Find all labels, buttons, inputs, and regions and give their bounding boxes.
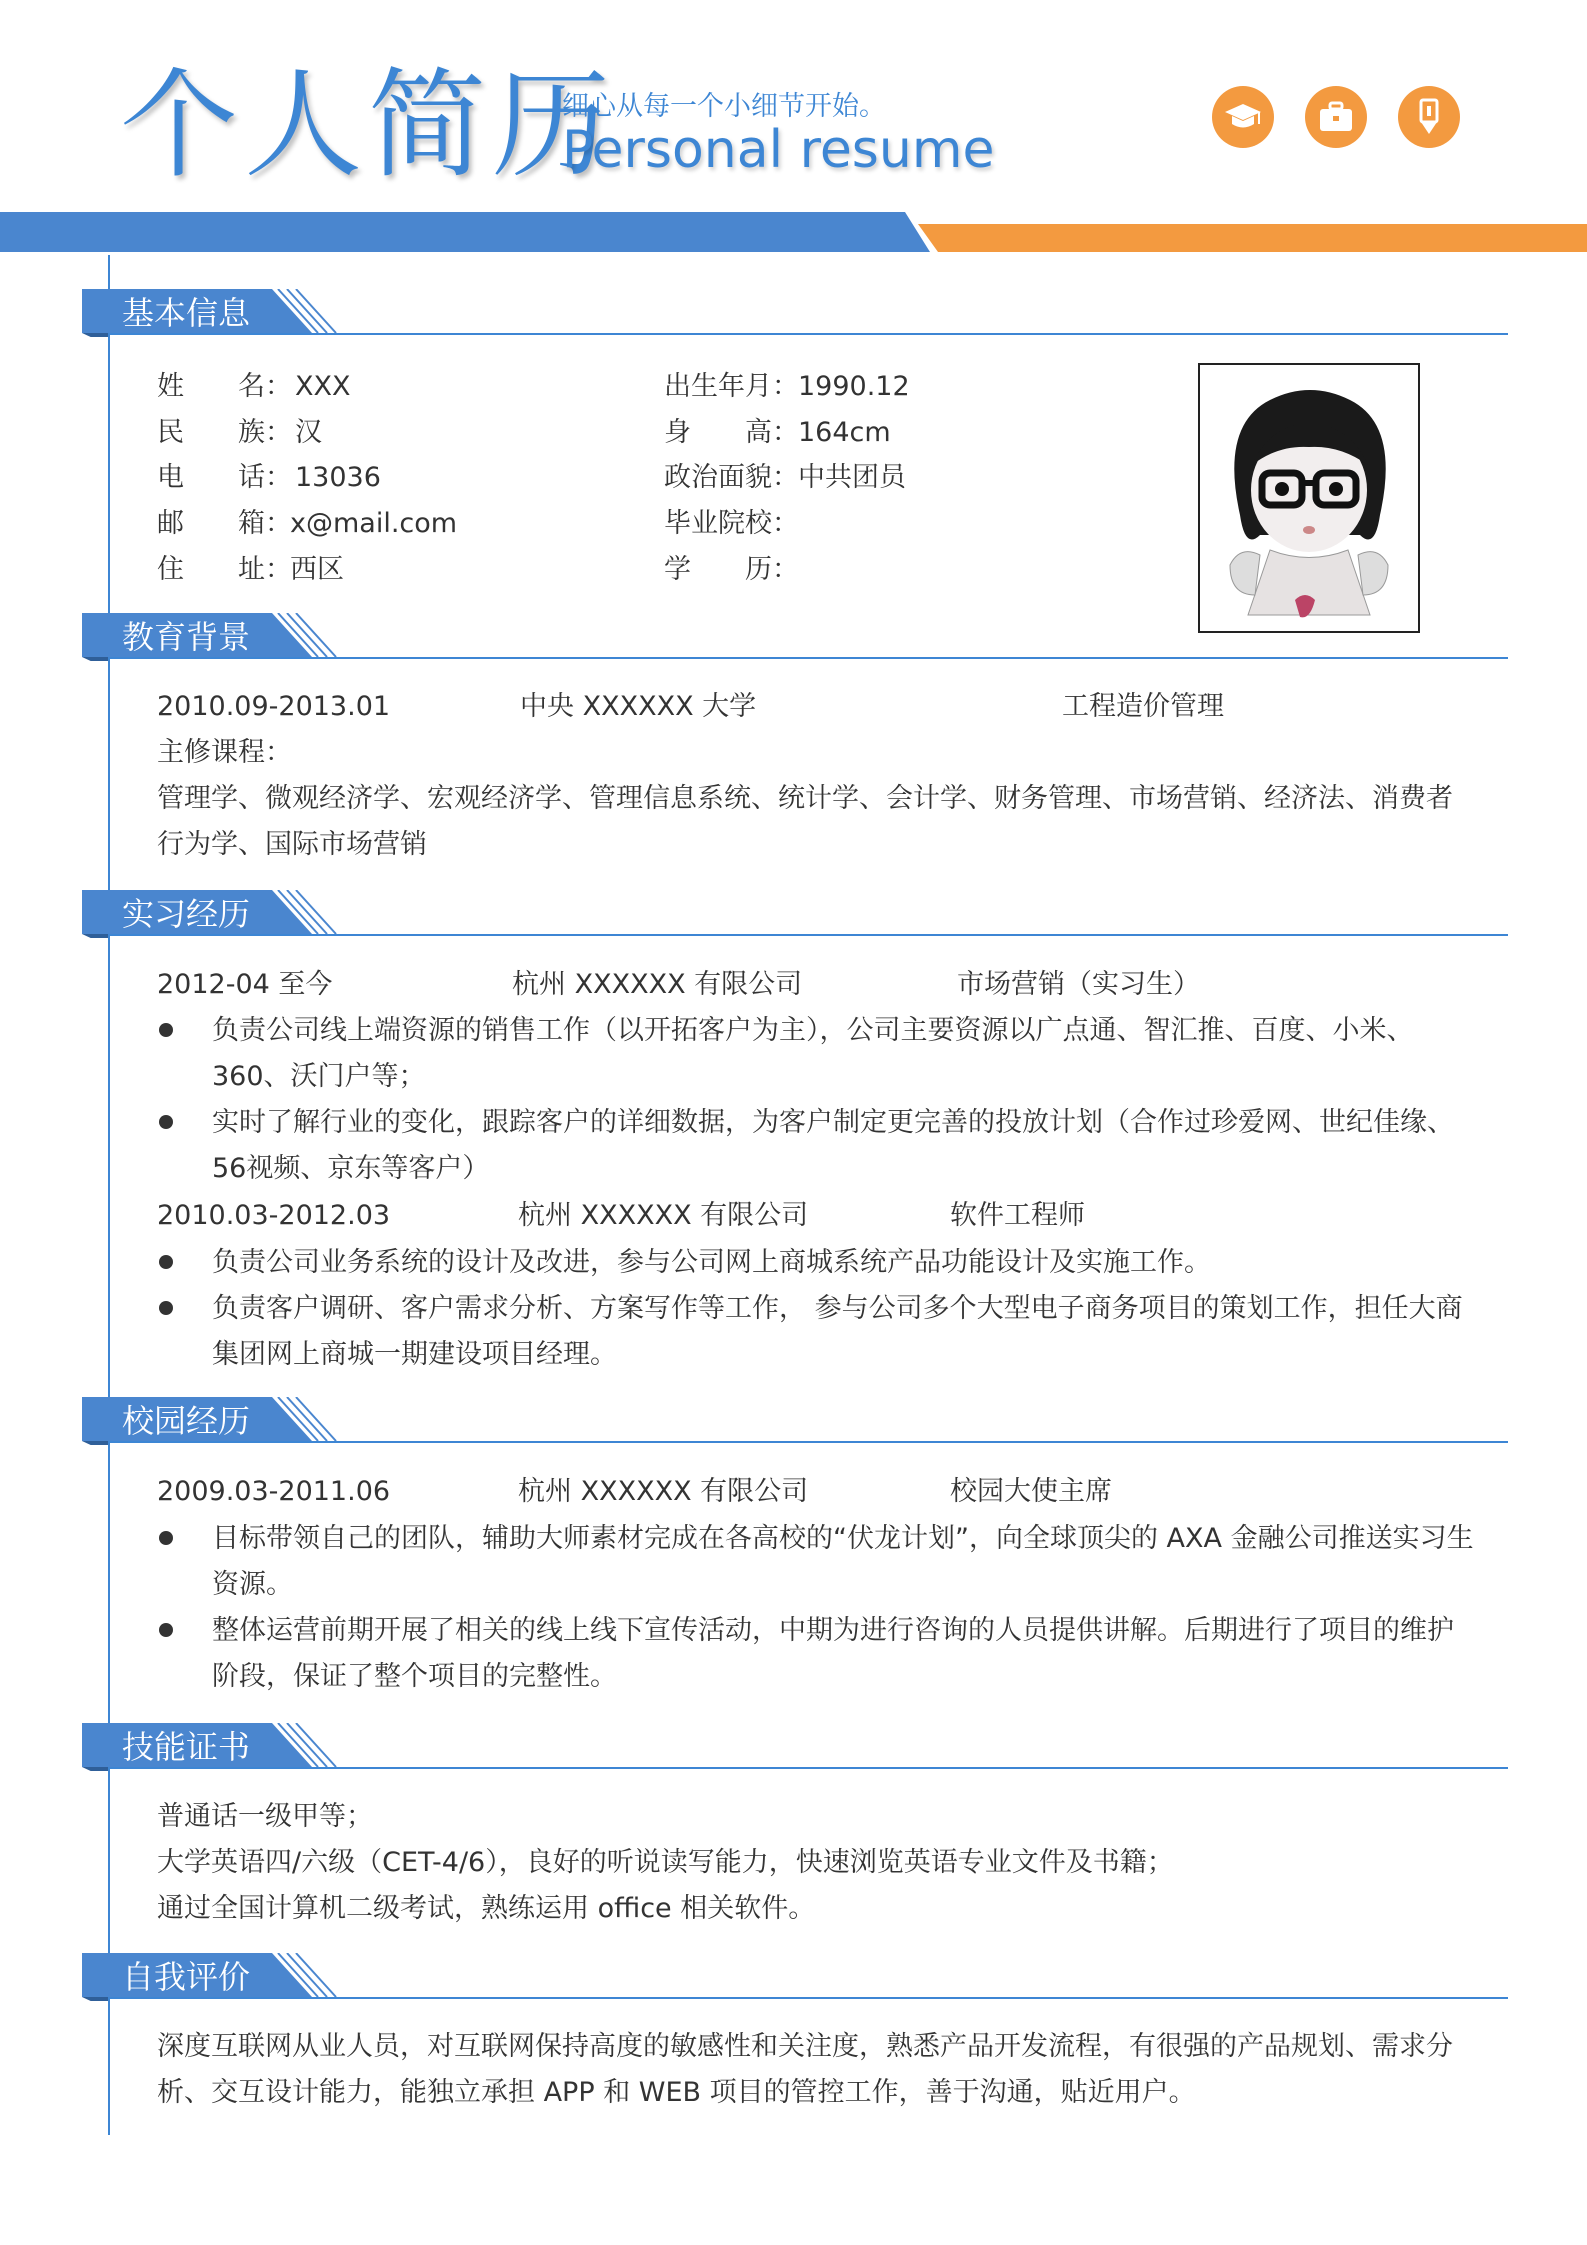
internship-period: 2012-04 至今 bbox=[157, 969, 333, 1000]
internship-point: 负责公司业务系统的设计及改进，参与公司网上商城系统产品功能设计及实施工作。 bbox=[212, 1247, 1211, 1278]
internship-company: 杭州 XXXXXX 有限公司 bbox=[512, 969, 803, 1000]
section-divider bbox=[108, 1767, 1508, 1769]
courses-list: 管理学、微观经济学、宏观经济学、管理信息系统、统计学、会计学、财务管理、市场营销、经济法、消费者行为学、国际市场营销 bbox=[157, 783, 1453, 860]
info-value-address: 西区 bbox=[290, 554, 344, 585]
internship-role: 市场营销（实习生） bbox=[957, 969, 1200, 1000]
info-value-height: 164cm bbox=[798, 417, 891, 448]
internship-point: 实时了解行业的变化，跟踪客户的详细数据，为客户制定更完善的投放计划（合作过珍爱网、世纪佳缘、56视频、京东等客户） bbox=[212, 1107, 1454, 1184]
section-header-education bbox=[82, 613, 352, 661]
info-label-email: 邮 箱： bbox=[157, 508, 292, 539]
info-label-address: 住 址： bbox=[157, 554, 292, 585]
info-label-ethnic: 民 族： bbox=[157, 417, 292, 448]
internship-role: 软件工程师 bbox=[950, 1200, 1085, 1231]
info-label-name: 姓 名： bbox=[157, 371, 292, 402]
section-header-skills bbox=[82, 1723, 352, 1771]
internship-point: 负责客户调研、客户需求分析、方案写作等工作， 参与公司多个大型电子商务项目的策划工作，担任大商集团网上商城一期建设项目经理。 bbox=[212, 1293, 1463, 1370]
info-label-degree: 学 历： bbox=[664, 554, 799, 585]
page-title: 个人简历 bbox=[120, 56, 617, 194]
info-label-birth: 出生年月： bbox=[664, 371, 799, 402]
education-major: 工程造价管理 bbox=[1062, 691, 1224, 722]
header-bar bbox=[0, 212, 1587, 256]
campus-period: 2009.03-2011.06 bbox=[157, 1476, 391, 1507]
section-divider bbox=[108, 1441, 1508, 1443]
info-value-name: XXX bbox=[295, 371, 351, 402]
info-label-height: 身 高： bbox=[664, 417, 799, 448]
info-label-political: 政治面貌： bbox=[664, 462, 799, 493]
education-period: 2010.09-2013.01 bbox=[157, 691, 391, 722]
slogan: 细心从每一个小细节开始。 bbox=[562, 91, 886, 122]
self-evaluation-text: 深度互联网从业人员，对互联网保持高度的敏感性和关注度，熟悉产品开发流程，有很强的产品规划、需求分析、交互设计能力，能独立承担 APP 和 WEB 项目的管控工作，善于沟通，贴近用户。 bbox=[157, 2031, 1453, 2108]
section-header-basic bbox=[82, 289, 352, 337]
profile-photo bbox=[1198, 363, 1420, 633]
courses-label: 主修课程： bbox=[157, 737, 292, 768]
pen-nib-icon bbox=[1398, 86, 1460, 148]
section-divider bbox=[108, 657, 1508, 659]
section-title: 技能证书 bbox=[122, 1728, 251, 1766]
graduation-cap-icon bbox=[1212, 86, 1274, 148]
section-title: 校园经历 bbox=[122, 1402, 251, 1440]
info-label-school: 毕业院校： bbox=[664, 508, 799, 539]
campus-company: 杭州 XXXXXX 有限公司 bbox=[518, 1476, 809, 1507]
bullet-dot bbox=[159, 1115, 173, 1129]
bullet-dot bbox=[159, 1623, 173, 1637]
section-header-campus bbox=[82, 1397, 352, 1445]
section-title: 实习经历 bbox=[122, 895, 251, 933]
section-title: 教育背景 bbox=[122, 618, 251, 656]
bullet-dot bbox=[159, 1255, 173, 1269]
briefcase-icon bbox=[1305, 86, 1367, 148]
bullet-dot bbox=[159, 1531, 173, 1545]
skill-item: 大学英语四/六级（CET-4/6），良好的听说读写能力，快速浏览英语专业文件及书籍； bbox=[157, 1847, 1174, 1878]
section-header-self-eval bbox=[82, 1953, 352, 2001]
info-value-ethnic: 汉 bbox=[295, 417, 322, 448]
internship-period: 2010.03-2012.03 bbox=[157, 1200, 391, 1231]
internship-company: 杭州 XXXXXX 有限公司 bbox=[518, 1200, 809, 1231]
info-value-email: x@mail.com bbox=[290, 508, 458, 539]
campus-point: 目标带领自己的团队，辅助大师素材完成在各高校的“伏龙计划”，向全球顶尖的 AXA 金融公司推送实习生资源。 bbox=[212, 1523, 1474, 1600]
campus-role: 校园大使主席 bbox=[950, 1476, 1112, 1507]
internship-point: 负责公司线上端资源的销售工作（以开拓客户为主），公司主要资源以广点通、智汇推、百度、小米、360、沃门户等； bbox=[212, 1015, 1414, 1092]
skill-item: 通过全国计算机二级考试，熟练运用 office 相关软件。 bbox=[157, 1893, 816, 1924]
info-value-birth: 1990.12 bbox=[798, 371, 910, 402]
timeline-line bbox=[108, 255, 110, 2135]
section-divider bbox=[108, 934, 1508, 936]
section-divider bbox=[108, 1997, 1508, 1999]
section-header-internship bbox=[82, 890, 352, 938]
section-title: 基本信息 bbox=[122, 294, 251, 332]
campus-point: 整体运营前期开展了相关的线上线下宣传活动，中期为进行咨询的人员提供讲解。后期进行了项目的维护阶段，保证了整个项目的完整性。 bbox=[212, 1615, 1454, 1692]
info-label-phone: 电 话： bbox=[157, 462, 292, 493]
skill-item: 普通话一级甲等； bbox=[157, 1801, 373, 1832]
bullet-dot bbox=[159, 1301, 173, 1315]
info-value-political: 中共团员 bbox=[798, 462, 906, 493]
education-school: 中央 XXXXXX 大学 bbox=[520, 691, 757, 722]
section-title: 自我评价 bbox=[122, 1958, 251, 1996]
page-subtitle: Personal resume bbox=[562, 120, 995, 180]
info-value-phone: 13036 bbox=[295, 462, 381, 493]
section-divider bbox=[108, 333, 1508, 335]
bullet-dot bbox=[159, 1023, 173, 1037]
